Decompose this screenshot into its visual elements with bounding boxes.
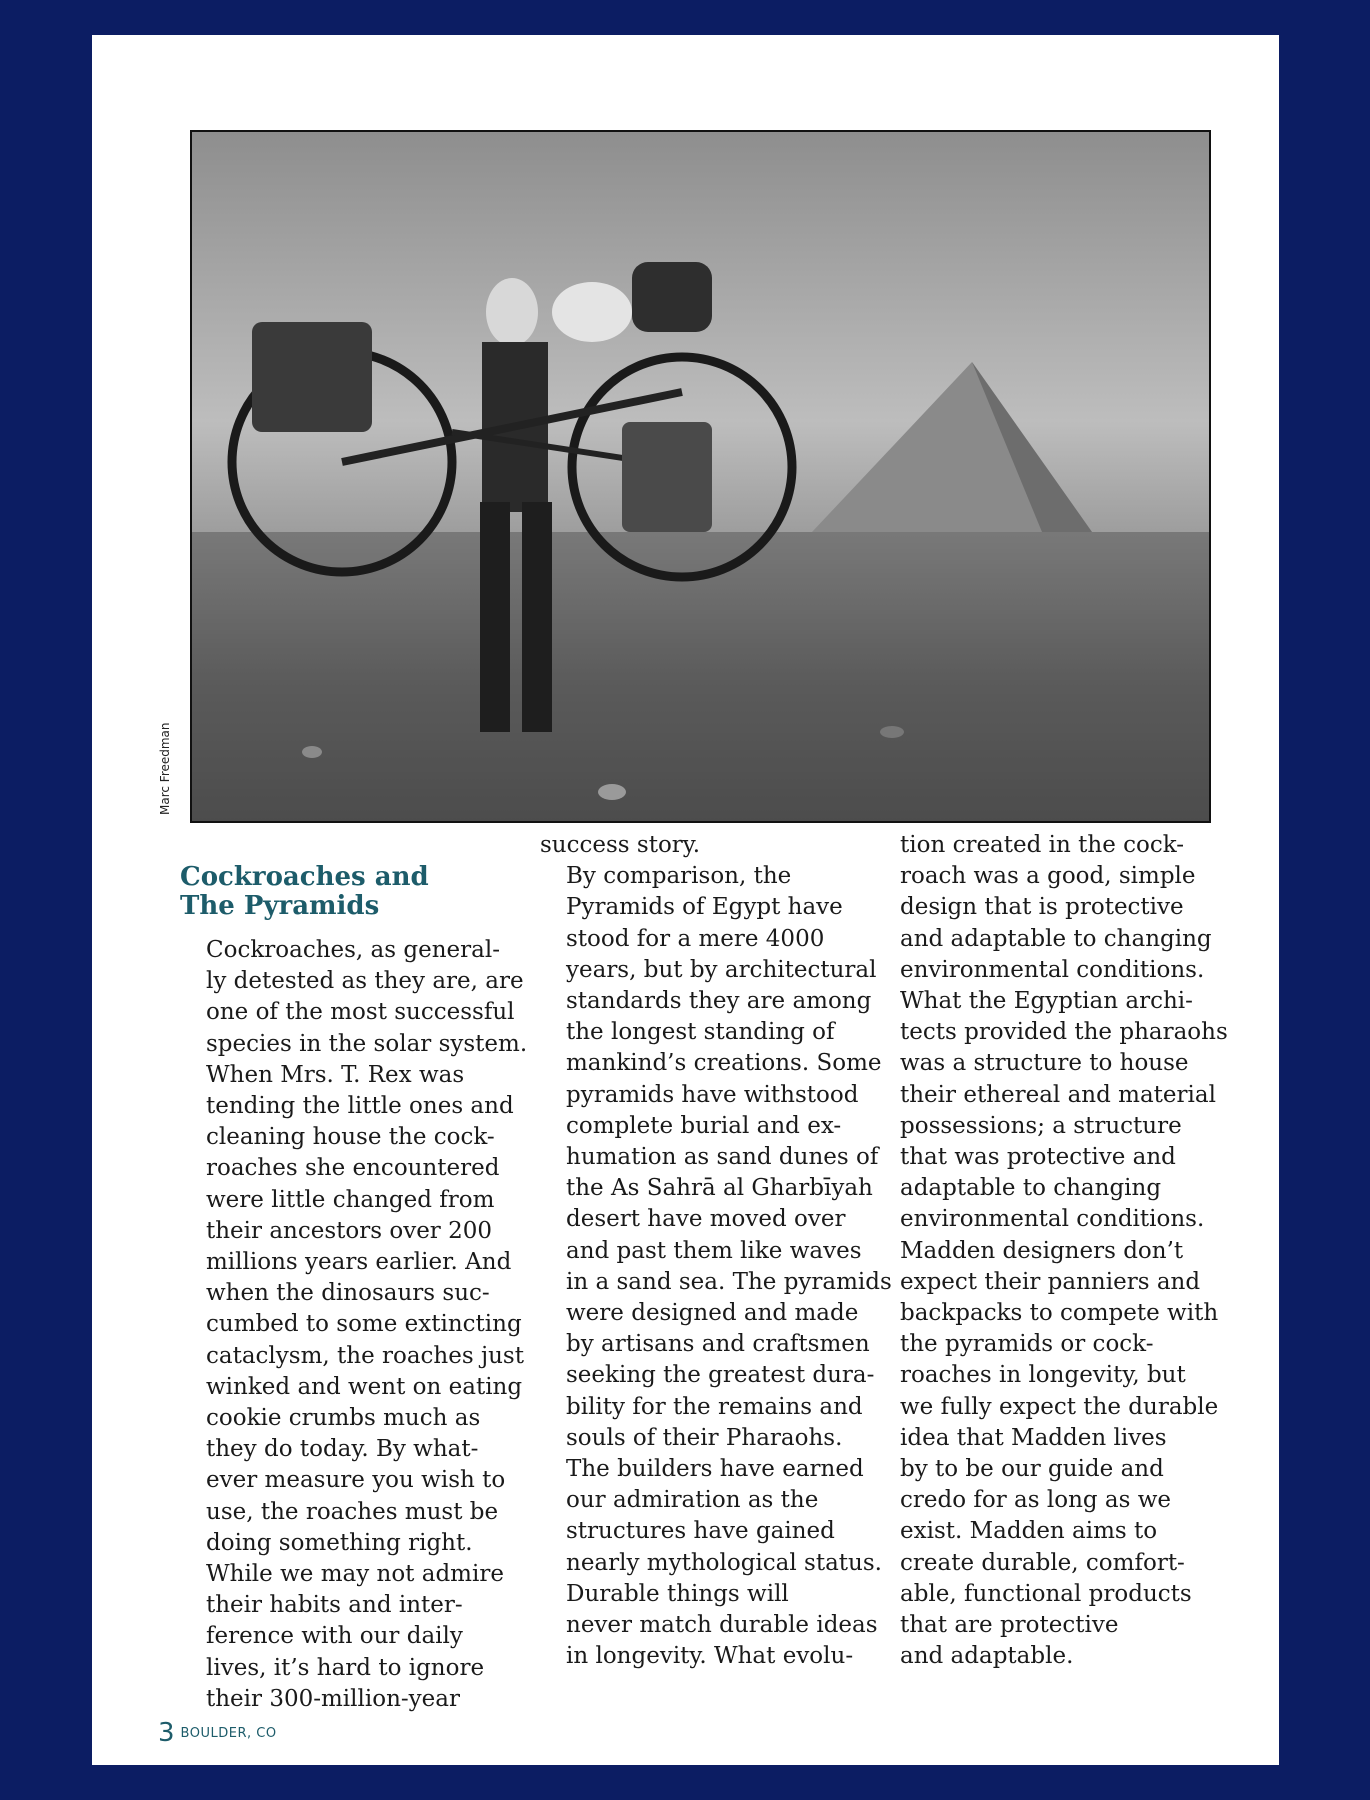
text-line: the pyramids or cock- [900, 1331, 1154, 1358]
text-line: millions years earlier. And [206, 1249, 512, 1276]
text-line: mankind’s creations. Some [566, 1050, 882, 1077]
text-line: able, functional products [900, 1580, 1192, 1607]
text-line: complete burial and ex- [566, 1112, 842, 1139]
text-line: lives, it’s hard to ignore [206, 1654, 485, 1681]
text-line: roaches in longevity, but [900, 1362, 1186, 1389]
text-line: humation as sand dunes of [566, 1144, 879, 1171]
text-line: when the dinosaurs suc- [206, 1280, 490, 1307]
magazine-page [92, 35, 1279, 1765]
text-line: When Mrs. T. Rex was [206, 1061, 465, 1088]
text-line: their 300-million-year [206, 1685, 460, 1712]
article-title: Cockroaches and The Pyramids [180, 862, 429, 921]
text-line: and adaptable to changing [900, 925, 1212, 952]
text-line: create durable, comfort- [900, 1549, 1185, 1576]
text-line: cumbed to some extincting [206, 1311, 522, 1338]
text-line: that are protective [900, 1612, 1119, 1639]
text-line: species in the solar system. [206, 1030, 528, 1057]
paragraph-1-end [540, 830, 870, 861]
footer-location: BOULDER, CO [180, 1725, 277, 1741]
text-line: environmental conditions. [900, 956, 1205, 983]
text-line: our admiration as the [566, 1487, 819, 1514]
text-line: expect their panniers and [900, 1268, 1201, 1295]
text-line: success story. [540, 832, 701, 858]
text-line: cookie crumbs much as [206, 1405, 481, 1432]
text-line: we fully expect the durable [900, 1393, 1219, 1420]
text-line: their ethereal and material [900, 1081, 1216, 1108]
photo-illustration [192, 132, 1209, 821]
text-line: ference with our daily [206, 1623, 463, 1650]
text-line: bility for the remains and [566, 1393, 863, 1420]
text-line: their habits and inter- [206, 1592, 463, 1619]
text-line: By comparison, the [566, 863, 792, 890]
text-line: were designed and made [566, 1300, 859, 1327]
text-line: roaches she encountered [206, 1155, 500, 1182]
text-line: credo for as long as we [900, 1487, 1172, 1514]
text-line: stood for a mere 4000 [566, 925, 825, 952]
text-line: and adaptable. [900, 1643, 1074, 1670]
text-line: Madden designers don’t [900, 1237, 1184, 1264]
text-line: years, but by architectural [566, 956, 877, 983]
text-line: structures have gained [566, 1518, 835, 1545]
paragraph-3-end [900, 830, 1230, 1672]
text-line: environmental conditions. [900, 1206, 1205, 1233]
text-line: the As Sahrā al Gharbīyah [566, 1175, 873, 1202]
text-line: possessions; a structure [900, 1112, 1182, 1139]
text-line: were little changed from [206, 1186, 495, 1213]
photo-credit: Marc Freedman [158, 722, 172, 815]
text-line: ly detested as they are, are [206, 968, 524, 995]
text-line: desert have moved over [566, 1206, 846, 1233]
text-line: standards they are among [566, 988, 872, 1015]
text-line: cleaning house the cock- [206, 1124, 495, 1151]
text-line: Durable things will [566, 1580, 789, 1607]
text-line: exist. Madden aims to [900, 1518, 1158, 1545]
text-line: The builders have earned [566, 1456, 864, 1483]
text-line: adaptable to changing [900, 1175, 1162, 1202]
text-line: Pyramids of Egypt have [566, 894, 843, 921]
text-line: seeking the greatest dura- [566, 1362, 875, 1389]
text-line: ever measure you wish to [206, 1467, 506, 1494]
text-line: in longevity. What evolu- [566, 1643, 854, 1670]
text-line: by to be our guide and [900, 1456, 1164, 1483]
paragraph-3 [540, 1579, 878, 1673]
text-line: the longest standing of [566, 1019, 835, 1046]
text-line: nearly mythological status. [566, 1549, 882, 1576]
text-line: tects provided the pharaohs [900, 1019, 1228, 1046]
text-line: that was protective and [900, 1144, 1176, 1171]
text-line: What the Egyptian archi- [900, 988, 1193, 1015]
text-line: their ancestors over 200 [206, 1217, 493, 1244]
text-line: While we may not admire [206, 1561, 504, 1588]
cyclist-pyramid-photo [190, 130, 1211, 823]
text-line: pyramids have withstood [566, 1081, 859, 1108]
text-line: use, the roaches must be [206, 1498, 499, 1525]
text-line: souls of their Pharaohs. [566, 1424, 843, 1451]
article-column-3 [900, 830, 1230, 1672]
text-line: idea that Madden lives [900, 1424, 1167, 1451]
text-line: and past them like waves [566, 1237, 862, 1264]
text-line: by artisans and craftsmen [566, 1331, 870, 1358]
text-line: cataclysm, the roaches just [206, 1342, 524, 1369]
text-line: in a sand sea. The pyramids [566, 1268, 892, 1295]
article-column-2 [540, 830, 892, 1672]
text-line: never match durable ideas [566, 1612, 878, 1639]
text-line: roach was a good, simple [900, 863, 1196, 890]
text-line: winked and went on eating [206, 1373, 523, 1400]
article-column-1 [180, 830, 528, 1715]
text-line: tion created in the cock- [900, 832, 1185, 858]
paragraph-1 [180, 935, 528, 1715]
page-footer [158, 1718, 277, 1748]
text-line: design that is protective [900, 894, 1184, 921]
paragraph-2 [540, 861, 892, 1579]
text-line: Cockroaches, as general- [206, 937, 500, 963]
text-line: was a structure to house [900, 1050, 1189, 1077]
text-line: one of the most successful [206, 999, 515, 1026]
text-line: tending the little ones and [206, 1093, 514, 1120]
page-number: 3 [158, 1718, 175, 1748]
text-line: doing something right. [206, 1529, 473, 1556]
text-line: they do today. By what- [206, 1436, 479, 1463]
text-line: backpacks to compete with [900, 1300, 1219, 1327]
